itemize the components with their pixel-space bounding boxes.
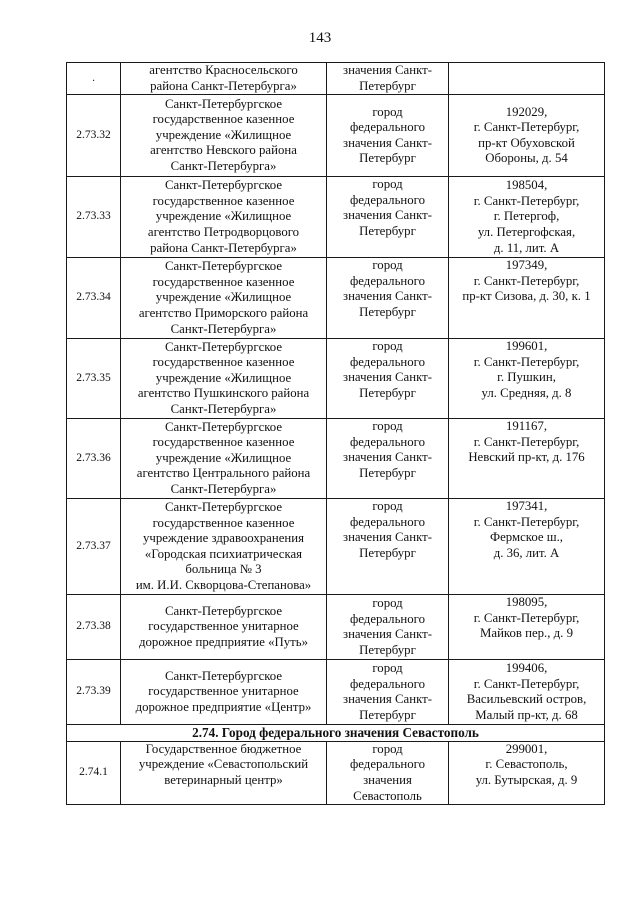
table-row [67,258,605,339]
address: 199601, г. Санкт-Петербург, г. Пушкин, ул. Средняя, д. 8 [449,339,605,419]
row-number: 2.73.34 [67,258,121,339]
address: 192029, г. Санкт-Петербург, пр-кт Обуховской Обороны, д. 54 [449,95,605,177]
organization-name: агентство Красносельского района Санкт-Петербурга» [121,63,327,95]
row-number: 2.73.37 [67,499,121,595]
address: 197341, г. Санкт-Петербург, Фермское ш., д. 36, лит. А [449,499,605,595]
table-row [67,95,605,177]
address: 199406, г. Санкт-Петербург, Васильевский остров, Малый пр-кт, д. 68 [449,660,605,725]
address: 197349, г. Санкт-Петербург, пр-кт Сизова, д. 30, к. 1 [449,258,605,339]
organization-name: Государственное бюджетное учреждение «Севастопольский ветеринарный центр» [121,741,327,804]
address: 299001, г. Севастополь, ул. Бутырская, д. 9 [449,741,605,804]
organization-name: Санкт-Петербургское государственное казенное учреждение «Жилищное агентство Пушкинского района Санкт-Петербурга» [121,339,327,419]
federal-subject: город федерального значения Севастополь [327,741,449,804]
federal-subject: город федерального значения Санкт- Петербург [327,499,449,595]
table-row [67,63,605,95]
table-row [67,660,605,725]
federal-subject: город федерального значения Санкт- Петербург [327,258,449,339]
row-number: 2.73.33 [67,177,121,258]
federal-subject: город федерального значения Санкт- Петербург [327,339,449,419]
organization-name: Санкт-Петербургское государственное унитарное дорожное предприятие «Центр» [121,660,327,725]
table-row [67,499,605,595]
organization-name: Санкт-Петербургское государственное казенное учреждение «Жилищное агентство Невского района Санкт-Петербурга» [121,95,327,177]
federal-subject: город федерального значения Санкт- Петербург [327,95,449,177]
table-row [67,595,605,660]
federal-subject: город федерального значения Санкт- Петербург [327,419,449,499]
address: 191167, г. Санкт-Петербург, Невский пр-кт, д. 176 [449,419,605,499]
section-heading-row [67,725,605,742]
page-number: 143 [308,30,332,46]
row-number: 2.73.36 [67,419,121,499]
organization-name: Санкт-Петербургское государственное казенное учреждение «Жилищное агентство Петродворцового района Санкт-Петербурга» [121,177,327,258]
organization-name: Санкт-Петербургское государственное казенное учреждение «Жилищное агентство Приморского района Санкт-Петербурга» [121,258,327,339]
organization-name: Санкт-Петербургское государственное казенное учреждение «Жилищное агентство Центрального района Санкт-Петербурга» [121,419,327,499]
federal-subject: город федерального значения Санкт- Петербург [327,177,449,258]
row-number: 2.73.39 [67,660,121,725]
table-row [67,741,605,804]
address [449,63,605,95]
federal-subject: город федерального значения Санкт- Петербург [327,660,449,725]
row-number: 2.73.38 [67,595,121,660]
organization-name: Санкт-Петербургское государственное унитарное дорожное предприятие «Путь» [121,595,327,660]
address: 198504, г. Санкт-Петербург, г. Петергоф, ул. Петергофская, д. 11, лит. А [449,177,605,258]
section-heading: 2.74. Город федерального значения Севастополь [67,725,605,742]
federal-subject: город федерального значения Санкт- Петербург [327,595,449,660]
address: 198095, г. Санкт-Петербург, Майков пер., д. 9 [449,595,605,660]
table-row [67,339,605,419]
registry-table [66,62,605,805]
row-number: . [67,63,121,95]
organization-name: Санкт-Петербургское государственное казенное учреждение здравоохранения «Городская психиатрическая больница № 3 им. И.И. Скворцова-Степанова» [121,499,327,595]
row-number: 2.73.32 [67,95,121,177]
table-row [67,419,605,499]
row-number: 2.74.1 [67,741,121,804]
row-number: 2.73.35 [67,339,121,419]
table-row [67,177,605,258]
federal-subject: значения Санкт- Петербург [327,63,449,95]
